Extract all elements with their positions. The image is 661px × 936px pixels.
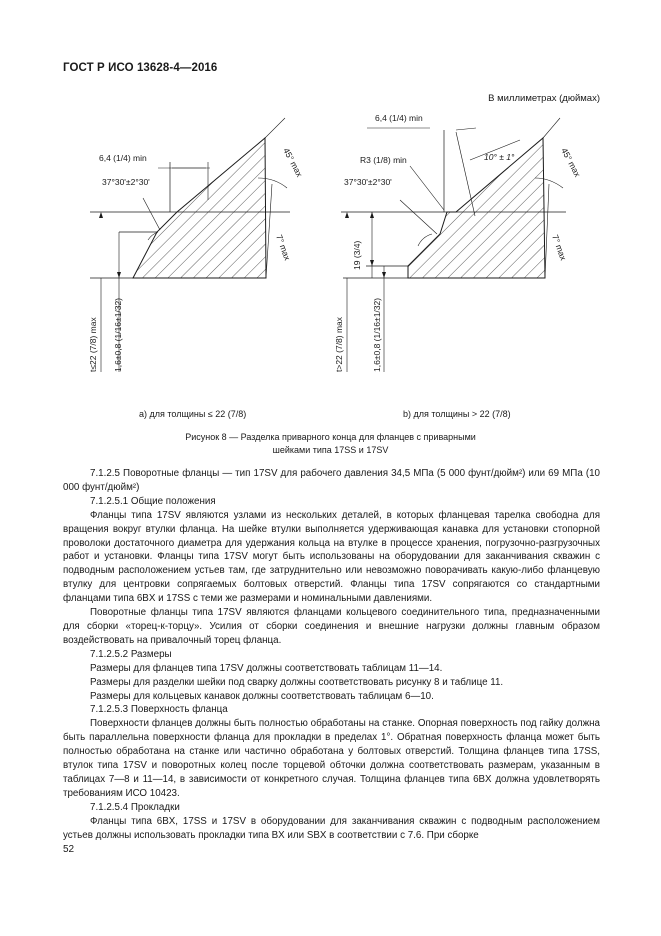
thickness-label-b: t>22 (7/8) max: [334, 316, 344, 372]
drawing-b: [334, 113, 583, 372]
paragraph-general: Фланцы типа 17SV являются узлами из нескольких деталей, в которых фланцевая тарелка свободна для вращения вокруг втулки фланца. На шейке втулки выполняется удерживающая канавка для установки стопорной проволоки достаточного диаметра для удержания кольца на втулке в процессе хранения, погрузочно-разгрузочных работ и установки. Фланцы типа 17SV могут быть использованы на оборудовании для заканчивания скважин с подводным расположением устьев там, где затруднительно или невозможно поворачивать какую-либо фланцевую втулку для центровки сопрягаемых болтовых отверстий. Фланцы типа 17SV сопрягаются со стандартными фланцами типа 6BX и 17SS с теми же размерами и номинальными давлениями.: [63, 509, 600, 605]
height-19-label-b: 19 (3/4): [352, 240, 362, 270]
paragraph-dimensions-3: Размеры для кольцевых канавок должны соответствовать таблицам 6—10.: [90, 690, 434, 702]
weld-neck-section-a: [133, 138, 266, 278]
bevel-angle-label-a: 37°30'±2°30': [102, 177, 150, 187]
paragraph-dimensions-2: Размеры для разделки шейки под сварку должны соответствовать рисунку 8 и таблице 11.: [90, 676, 504, 688]
figure-8-weld-end-preparation: [0, 0, 661, 420]
max-45-label-b: 45° max: [559, 146, 583, 179]
figure-caption-line-1: Рисунок 8 — Разделка приварного конца для фланцев с приварными: [185, 432, 476, 442]
min-width-label-b: 6,4 (1/4) min: [375, 113, 423, 123]
weld-neck-section-b: [408, 138, 545, 278]
figure-caption: [0, 431, 661, 457]
paragraph-swivel-flanges: Поворотные фланцы типа 17SV являются фланцами кольцевого соединительного типа, предназначенными для сборки «торец-к-торцу». Усилия от сборки соединения и внешние нагрузки должны главным образом воздействовать на привалочный торец фланца.: [63, 607, 600, 646]
document-header: ГОСТ Р ИСО 13628-4—2016: [63, 62, 218, 74]
max-7-label-a: 7° max: [274, 233, 293, 262]
angle-10-label-b: 10° ± 1°: [484, 152, 515, 162]
units-note: В миллиметрах (дюймах): [488, 93, 600, 104]
subfigure-caption-b: b) для толщины > 22 (7/8): [403, 409, 511, 419]
min-width-label-a: 6,4 (1/4) min: [99, 153, 147, 163]
land-label-a: 1,6±0,8 (1/16±1/32): [113, 297, 123, 372]
heading-dimensions: 7.1.2.5.2 Размеры: [90, 648, 172, 660]
paragraph-gaskets: Фланцы типа 6BX, 17SS и 17SV в оборудовании для заканчивания скважин с подводным расположением устьев должны использовать прокладки типа BX или SBX в соответствии с 7.6. При сборке: [63, 815, 600, 841]
max-45-label-a: 45° max: [281, 146, 305, 179]
subfigure-caption-a: а) для толщины ≤ 22 (7/8): [139, 409, 247, 419]
page-number: 52: [63, 844, 75, 855]
body-text: [63, 467, 600, 842]
heading-gaskets: 7.1.2.5.4 Прокладки: [90, 801, 180, 813]
bevel-angle-label-b: 37°30'±2°30': [344, 177, 392, 187]
heading-flange-face: 7.1.2.5.3 Поверхность фланца: [90, 704, 228, 716]
paragraph-flange-face: Поверхности фланцев должны быть полностью обработаны на станке. Опорная поверхность под гайку должна быть параллельна поверхности фланца для прокладки в пределах 1°. Обратная поверхность фланца может быть полностью обработана на станке или частично обработана у болтовых отверстий. Толщина фланцев типа 17SS, втулок типа 17SV и поворотных колец после торцевой обточки должна соответствовать размерам, указанным в таблицах 7—8 и 11—14, в зависимости от конкретного случая. Толщина фланцев типа 6BX должна удовлетворять требованиям ИСО 10423.: [63, 718, 600, 799]
paragraph-7-1-2-5: 7.1.2.5 Поворотные фланцы — тип 17SV для рабочего давления 34,5 МПа (5 000 фунт/дюйм²) или 69 МПа (10 000 фунт/дюйм²): [63, 468, 600, 493]
land-label-b: 1,6±0,8 (1/16±1/32): [372, 297, 382, 372]
figure-caption-line-2: шейками типа 17SS и 17SV: [272, 445, 389, 455]
max-7-label-b: 7° max: [550, 233, 569, 262]
paragraph-dimensions-1: Размеры для фланцев типа 17SV должны соответствовать таблицам 11—14.: [90, 662, 443, 674]
radius-label-b: R3 (1/8) min: [360, 155, 407, 165]
heading-general: 7.1.2.5.1 Общие положения: [90, 495, 216, 507]
thickness-label-a: t≤22 (7/8) max: [88, 317, 98, 372]
drawing-a: [88, 118, 305, 372]
